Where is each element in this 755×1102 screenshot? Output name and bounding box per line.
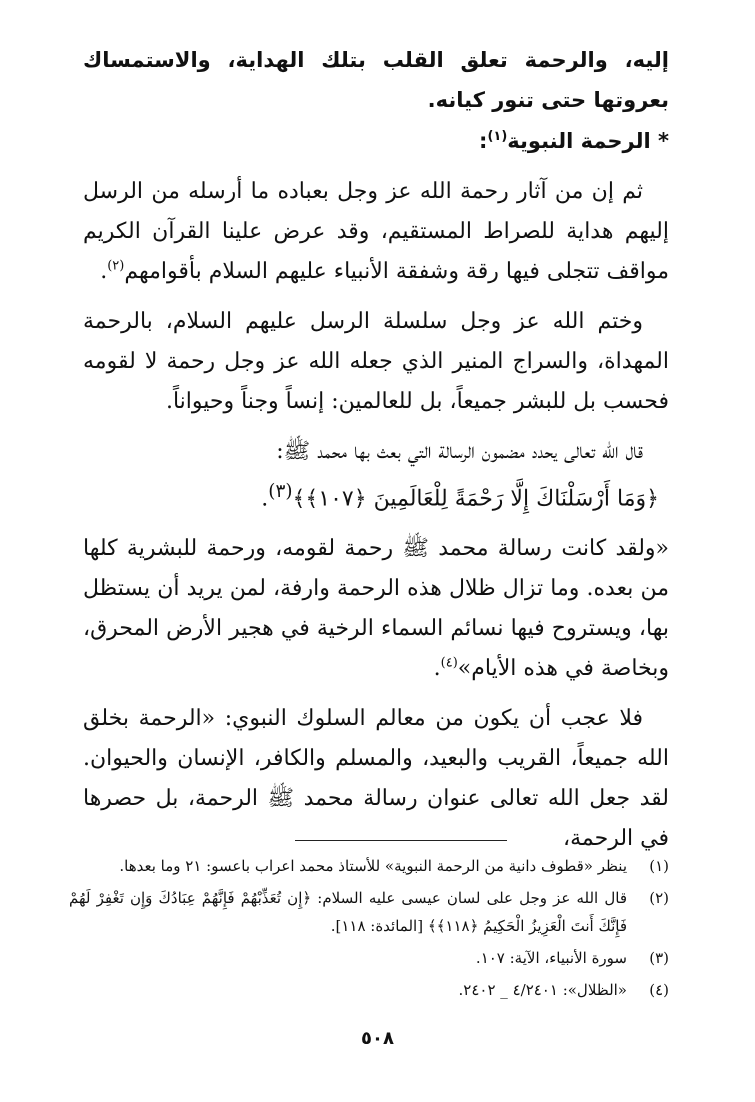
footnote-number: (٤) xyxy=(649,981,669,999)
footnote-number: (٢) xyxy=(649,889,669,907)
intro-paragraph: إليه، والرحمة تعلق القلب بتلك الهداية، والاستمساك بعروتها حتى تنور كيانه. xyxy=(83,48,669,112)
footnote-item xyxy=(69,944,669,972)
footnote-text: سورة الأنبياء، الآية: ١٠٧. xyxy=(475,949,627,967)
footnote-text: قال الله عز وجل على لسان عيسى عليه السلام: ﴿إِن تُعَذِّبْهُمْ فَإِنَّهُمْ عِبَادُكَ وَإِن تَغْفِرْ لَهُمْ فَإِنَّكَ أَنتَ الْعَزِيزُ الْحَكِيمُ ﴿١١٨﴾﴾ [المائدة: ١١٨]. xyxy=(69,889,627,935)
section-heading xyxy=(83,124,669,158)
quran-verse-text: ﴿وَمَا أَرْسَلْنَاكَ إِلَّا رَحْمَةً لِلْعَالَمِينَ ﴿١٠٧﴾﴾ xyxy=(292,486,659,512)
footnote-text: «الظلال»: ٤/٢٤٠١ _ ٢٤٠٢. xyxy=(458,981,627,999)
paragraph-1-footnote-ref[interactable]: (٢) xyxy=(107,258,125,274)
paragraph-prophets-mercy xyxy=(83,172,669,292)
footnote-item xyxy=(69,852,669,880)
footnote-number: (٣) xyxy=(649,949,669,967)
paragraph-prophetic-conduct: فلا عجب أن يكون من معالم السلوك النبوي: «الرحمة بخلق الله جميعاً، القريب والبعيد، والمسلم والكافر، الإنسان والحيوان. لقد جعل الله تعالى عنوان رسالة محمد ﷺ الرحمة، بل حصرها في الرحمة، xyxy=(83,706,669,852)
heading-colon: : xyxy=(479,129,488,153)
quran-verse xyxy=(83,472,669,519)
footnote-item xyxy=(69,976,669,1004)
verse-footnote-ref[interactable]: (٣) xyxy=(268,481,293,502)
footnotes xyxy=(69,852,669,1008)
heading-footnote-ref[interactable]: (١) xyxy=(487,129,508,144)
verse-suffix: . xyxy=(261,486,269,512)
paragraph-seal-of-messengers: وختم الله عز وجل سلسلة الرسل عليهم السلام، بالرحمة المهداة، والسراج المنير الذي جعله الله عز وجل رحمة لا لقومه فحسب بل للبشر جميعاً، بل للعالمين: إنساً وجناً وحيواناً. xyxy=(83,309,669,414)
paragraph-1-text: ثم إن من آثار رحمة الله عز وجل بعباده ما أرسله من الرسل إليهم هداية للصراط المستقيم، وقد عرض علينا القرآن الكريم مواقف تتجلى فيها رقة وشفقة الأنبياء عليهم السلام بأقوامهم xyxy=(83,179,669,284)
heading-text: * الرحمة النبوية xyxy=(507,129,669,153)
paragraph-quotation xyxy=(83,529,669,689)
page-body xyxy=(83,40,669,859)
paragraph-4-suffix: . xyxy=(433,656,441,682)
page-number: ٥٠٨ xyxy=(361,1028,394,1049)
paragraph-1-suffix: . xyxy=(100,259,108,284)
paragraph-4-footnote-ref[interactable]: (٤) xyxy=(440,656,458,671)
footnote-text: ينظر «قطوف دانية من الرحمة النبوية» للأستاذ محمد اعراب باعسو: ٢١ وما بعدها. xyxy=(119,857,627,875)
footnote-number: (١) xyxy=(649,857,669,875)
paragraph-verse-intro: قال الله تعالى يحدد مضمون الرسالة التي بعث بها محمد ﷺ: xyxy=(276,439,643,464)
footnote-separator xyxy=(295,840,507,841)
footnote-item xyxy=(69,884,669,940)
paragraph-4-text: «ولقد كانت رسالة محمد ﷺ رحمة لقومه، ورحمة للبشرية كلها من بعده. وما تزال ظلال هذه الرحمة وارفة، لمن يريد أن يستظل بها، ويستروح فيها نسائم السماء الرخية في هجير الأرض المحرق، وبخاصة في هذه الأيام» xyxy=(83,536,669,682)
